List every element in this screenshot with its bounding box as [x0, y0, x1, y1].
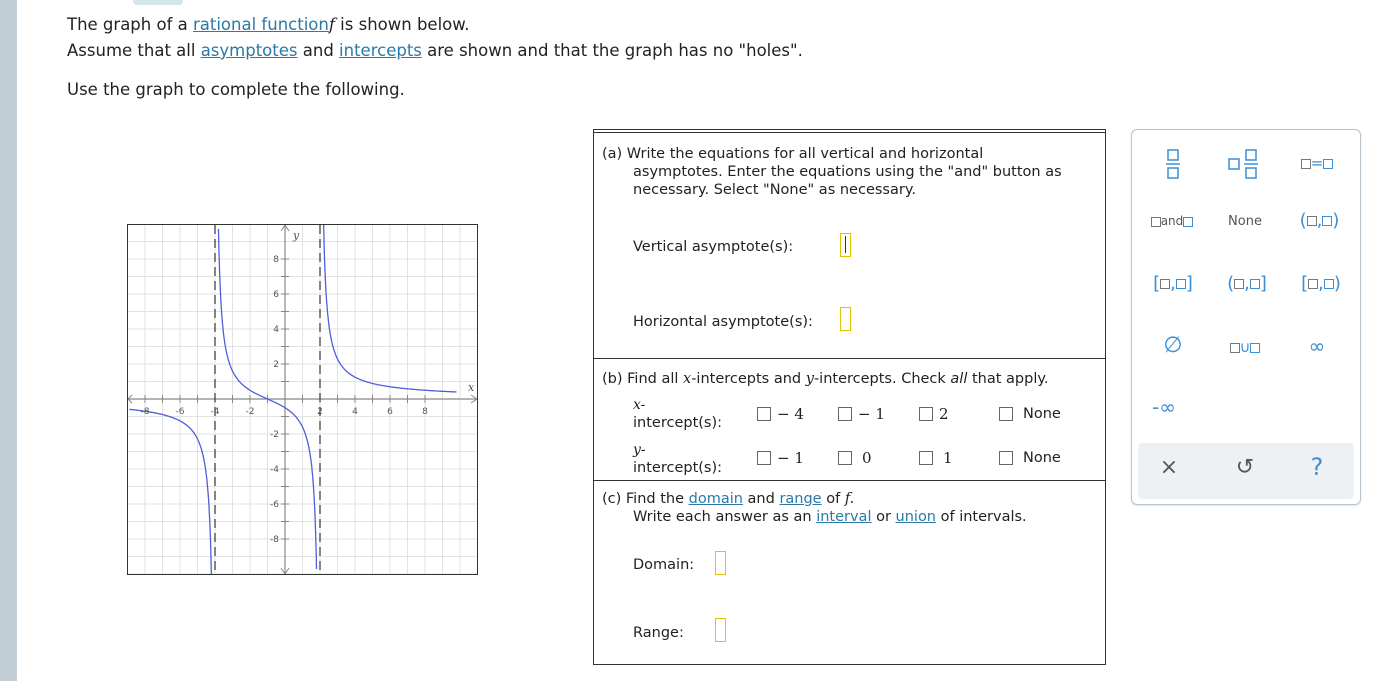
box-icon — [1160, 279, 1170, 289]
help-button[interactable]: ? — [1310, 453, 1324, 481]
mixed-number-button[interactable] — [1224, 148, 1264, 184]
horizontal-asymptote-input[interactable] — [840, 307, 851, 331]
y-tick-label: -6 — [270, 500, 279, 510]
x-intercept-label — [633, 396, 722, 432]
x-option-label: None — [1023, 406, 1061, 422]
undo-button[interactable]: ↺ — [1235, 455, 1255, 480]
intro-text: is shown below. — [334, 15, 470, 34]
graph-svg — [128, 225, 477, 574]
part-a-line: (a) Write the equations for all vertical and horizontal — [602, 146, 984, 162]
box-icon — [1301, 159, 1311, 169]
interval-link[interactable]: interval — [816, 509, 872, 525]
part-b-text: (b) Find all — [602, 371, 683, 387]
part-c-prompt — [602, 490, 1027, 526]
part-c-text: (c) Find the — [602, 491, 689, 507]
rational-function-graph — [127, 224, 478, 575]
part-a-line: asymptotes. Enter the equations using the "and" button as — [633, 164, 1062, 180]
box-icon — [1176, 279, 1186, 289]
part-c-text: and — [742, 491, 780, 507]
union-icon: ∪ — [1239, 338, 1251, 356]
box-icon — [1183, 217, 1193, 227]
y-option-label: 1 — [943, 449, 953, 467]
box-icon — [1322, 216, 1332, 226]
y-option-label: 0 — [862, 449, 872, 467]
intro-text: and — [297, 41, 340, 60]
y-tick-label: -2 — [270, 430, 279, 440]
panel-top-rule — [594, 132, 1105, 133]
horizontal-asymptote-label: Horizontal asymptote(s): — [633, 314, 813, 330]
top-tab-indicator — [133, 0, 183, 5]
y-intercept-checkbox-none[interactable] — [999, 451, 1013, 465]
box-icon — [1234, 279, 1244, 289]
intro-line-2 — [67, 38, 803, 64]
box-icon — [1307, 216, 1317, 226]
range-link[interactable]: range — [779, 491, 822, 507]
box-icon — [1250, 279, 1260, 289]
and-button[interactable] — [1146, 214, 1198, 228]
intro-line-1 — [67, 12, 803, 38]
y-axis-label: y — [293, 229, 300, 242]
x-tick-label: 8 — [422, 407, 428, 417]
section-divider — [594, 480, 1105, 481]
x-tick-label: -4 — [210, 407, 220, 417]
part-a-prompt — [602, 145, 1062, 199]
x-tick-label: -6 — [175, 407, 185, 417]
box-icon — [1151, 217, 1161, 227]
x-intercept-var: x- — [633, 397, 646, 413]
y-option-label: − 1 — [777, 449, 804, 467]
intro-text: Assume that all — [67, 41, 201, 60]
closed-interval-button[interactable]: [ , ] — [1153, 273, 1193, 294]
right-open-interval-button[interactable]: [ , ) — [1301, 273, 1341, 294]
domain-link[interactable]: domain — [688, 491, 743, 507]
none-button[interactable]: None — [1228, 214, 1262, 229]
x-tick-label: 2 — [317, 407, 323, 417]
x-intercept-checkbox-none[interactable] — [999, 407, 1013, 421]
x-tick-label: -2 — [245, 407, 255, 417]
y-intercept-label — [633, 441, 722, 477]
y-tick-label: -8 — [270, 535, 279, 545]
negative-infinity-button[interactable]: -∞ — [1152, 395, 1176, 419]
intro-text: The graph of a — [67, 15, 193, 34]
f-var: f. — [844, 491, 855, 507]
y-intercept-var: y- — [633, 442, 646, 458]
left-open-interval-button[interactable]: ( , ] — [1227, 273, 1267, 294]
part-b-all: all — [950, 371, 968, 387]
vertical-asymptote-label: Vertical asymptote(s): — [633, 239, 794, 255]
rational-function-link[interactable]: rational function — [192, 15, 329, 34]
problem-intro — [67, 12, 803, 64]
left-sidebar-strip — [0, 0, 17, 681]
open-interval-button[interactable]: ( , ) — [1299, 210, 1340, 231]
intro-text: are shown and that the graph has no "holes". — [421, 41, 803, 60]
range-label: Range: — [633, 625, 684, 641]
part-a-line: necessary. Select "None" as necessary. — [633, 182, 916, 198]
x-intercept-text: intercept(s): — [633, 415, 723, 431]
x-intercept-checkbox-neg1[interactable] — [838, 407, 852, 421]
section-divider — [594, 358, 1105, 359]
y-option-label: None — [1023, 450, 1061, 466]
domain-label: Domain: — [633, 557, 695, 573]
box-icon — [1308, 279, 1318, 289]
y-var: y — [805, 371, 814, 387]
box-icon — [1230, 343, 1240, 353]
fraction-icon — [1166, 148, 1180, 180]
domain-input[interactable] — [715, 551, 726, 575]
part-c-text: or — [871, 509, 896, 525]
x-tick-label: 4 — [352, 407, 358, 417]
box-icon — [1250, 343, 1260, 353]
box-icon — [1323, 159, 1333, 169]
y-intercept-checkbox-0[interactable] — [838, 451, 852, 465]
y-intercept-checkbox-1[interactable] — [919, 451, 933, 465]
y-tick-label: -4 — [270, 465, 279, 475]
fraction-button[interactable] — [1158, 148, 1188, 184]
part-c-text: Write each answer as an — [633, 509, 817, 525]
box-icon — [1324, 279, 1334, 289]
mixed-number-icon — [1228, 148, 1260, 180]
and-label: and — [1160, 214, 1184, 228]
part-b-text: -intercepts and — [691, 371, 806, 387]
part-c-text: of intervals. — [936, 509, 1027, 525]
math-palette — [1131, 129, 1361, 505]
empty-set-button[interactable]: ∅ — [1163, 333, 1183, 358]
function-var: f — [328, 15, 335, 34]
x-intercept-checkbox-neg4[interactable] — [757, 407, 771, 421]
y-tick-label: 2 — [273, 360, 279, 370]
y-tick-label: 6 — [273, 290, 279, 300]
x-var: x — [683, 371, 692, 387]
infinity-button[interactable]: ∞ — [1308, 334, 1326, 358]
x-axis-label: x — [468, 381, 475, 394]
union-link[interactable]: union — [895, 509, 937, 525]
range-input[interactable] — [715, 618, 726, 642]
x-option-label: − 4 — [777, 405, 804, 423]
x-tick-label: 6 — [387, 407, 393, 417]
x-option-label: − 1 — [858, 405, 885, 423]
part-b-prompt — [602, 370, 1048, 388]
instruction-text: Use the graph to complete the following. — [67, 80, 405, 99]
question-panel — [593, 129, 1106, 665]
equals-icon: = — [1310, 154, 1324, 172]
asymptotes-link[interactable]: asymptotes — [200, 41, 298, 60]
x-intercept-checkbox-2[interactable] — [919, 407, 933, 421]
equals-button[interactable] — [1292, 154, 1342, 172]
part-b-text: -intercepts. Check — [813, 371, 951, 387]
y-intercept-checkbox-neg1[interactable] — [757, 451, 771, 465]
palette-footer — [1138, 443, 1354, 499]
y-intercept-text: intercept(s): — [633, 460, 723, 476]
union-button[interactable] — [1220, 338, 1270, 356]
intercepts-link[interactable]: intercepts — [339, 41, 422, 60]
x-option-label: 2 — [939, 405, 949, 423]
vertical-asymptote-input[interactable] — [840, 233, 851, 257]
part-c-text: of — [821, 491, 845, 507]
y-tick-label: 4 — [273, 325, 279, 335]
clear-button[interactable]: × — [1159, 455, 1179, 480]
y-tick-label: 8 — [273, 255, 279, 265]
part-b-text: that apply. — [967, 371, 1049, 387]
x-tick-label: -8 — [140, 407, 150, 417]
